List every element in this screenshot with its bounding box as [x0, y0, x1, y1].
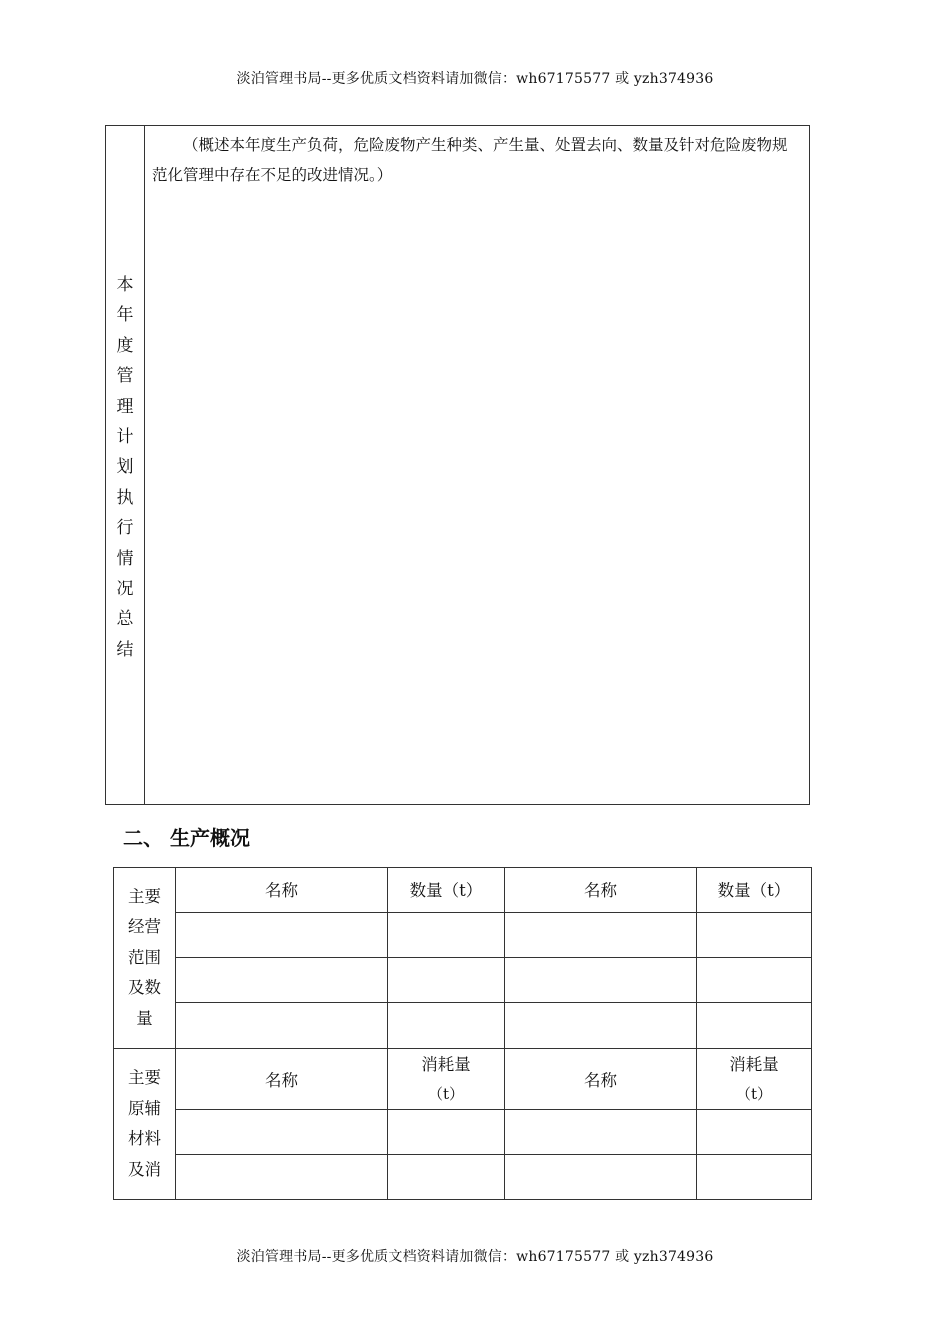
column-header-name: 名称	[176, 1049, 388, 1110]
table-row	[114, 1110, 812, 1155]
column-header-name: 名称	[176, 868, 388, 913]
table-row	[114, 913, 812, 958]
label-char: 执	[116, 487, 134, 508]
table-cell[interactable]	[505, 913, 697, 958]
table-cell[interactable]	[505, 1003, 697, 1049]
table-row	[114, 1003, 812, 1049]
label-char: 理	[116, 396, 134, 417]
table-cell[interactable]	[697, 1155, 812, 1200]
table-cell[interactable]	[697, 1003, 812, 1049]
table-row	[114, 958, 812, 1003]
table-row	[114, 1049, 812, 1110]
table-cell[interactable]	[176, 913, 388, 958]
table-cell[interactable]	[697, 1110, 812, 1155]
page-footer: 淡泊管理书局--更多优质文档资料请加微信：wh67175577 或 yzh374936	[236, 1249, 714, 1265]
label-char: 行	[116, 518, 134, 539]
table-cell[interactable]	[505, 958, 697, 1003]
label-char: 管	[116, 366, 134, 387]
table-cell[interactable]	[505, 1155, 697, 1200]
table-row	[114, 868, 812, 913]
table-cell[interactable]	[388, 1003, 505, 1049]
column-header-consumption: 消耗量 （t）	[388, 1049, 505, 1110]
table-cell[interactable]	[697, 913, 812, 958]
label-char: 度	[116, 335, 134, 356]
label-char: 年	[116, 305, 134, 326]
label-char: 计	[116, 427, 134, 448]
label-char: 情	[116, 548, 134, 569]
summary-vertical-label	[106, 270, 144, 665]
annual-summary-box	[105, 125, 810, 805]
column-header-quantity: 数量（t）	[388, 868, 505, 913]
label-char: 本	[116, 275, 134, 295]
table-cell[interactable]	[505, 1110, 697, 1155]
raw-materials-label: 主要 原辅 材料 及消	[114, 1049, 176, 1200]
column-header-consumption: 消耗量 （t）	[697, 1049, 812, 1110]
label-char: 总	[116, 609, 134, 630]
business-scope-label: 主要 经营 范围 及数 量	[114, 868, 176, 1049]
table-cell[interactable]	[388, 1110, 505, 1155]
table-cell[interactable]	[176, 1110, 388, 1155]
label-char: 结	[116, 639, 134, 660]
table-cell[interactable]	[176, 1003, 388, 1049]
table-cell[interactable]	[388, 958, 505, 1003]
label-char: 划	[116, 457, 134, 478]
column-header-name: 名称	[505, 868, 697, 913]
table-row	[114, 1155, 812, 1200]
table-cell[interactable]	[388, 913, 505, 958]
page-header: 淡泊管理书局--更多优质文档资料请加微信：wh67175577 或 yzh374936	[236, 71, 714, 87]
table-cell[interactable]	[176, 958, 388, 1003]
table-cell[interactable]	[697, 958, 812, 1003]
table-cell[interactable]	[176, 1155, 388, 1200]
summary-label-column	[106, 126, 145, 804]
column-header-quantity: 数量（t）	[697, 868, 812, 913]
section-title-production: 二、 生产概况	[123, 826, 250, 850]
summary-instruction-text: （概述本年度生产负荷，危险废物产生种类、产生量、处置去向、数量及针对危险废物规范化管理中存在不足的改进情况。）	[152, 136, 788, 184]
label-char: 况	[116, 579, 134, 600]
table-cell[interactable]	[388, 1155, 505, 1200]
production-overview-table	[113, 867, 812, 1200]
column-header-name: 名称	[505, 1049, 697, 1110]
